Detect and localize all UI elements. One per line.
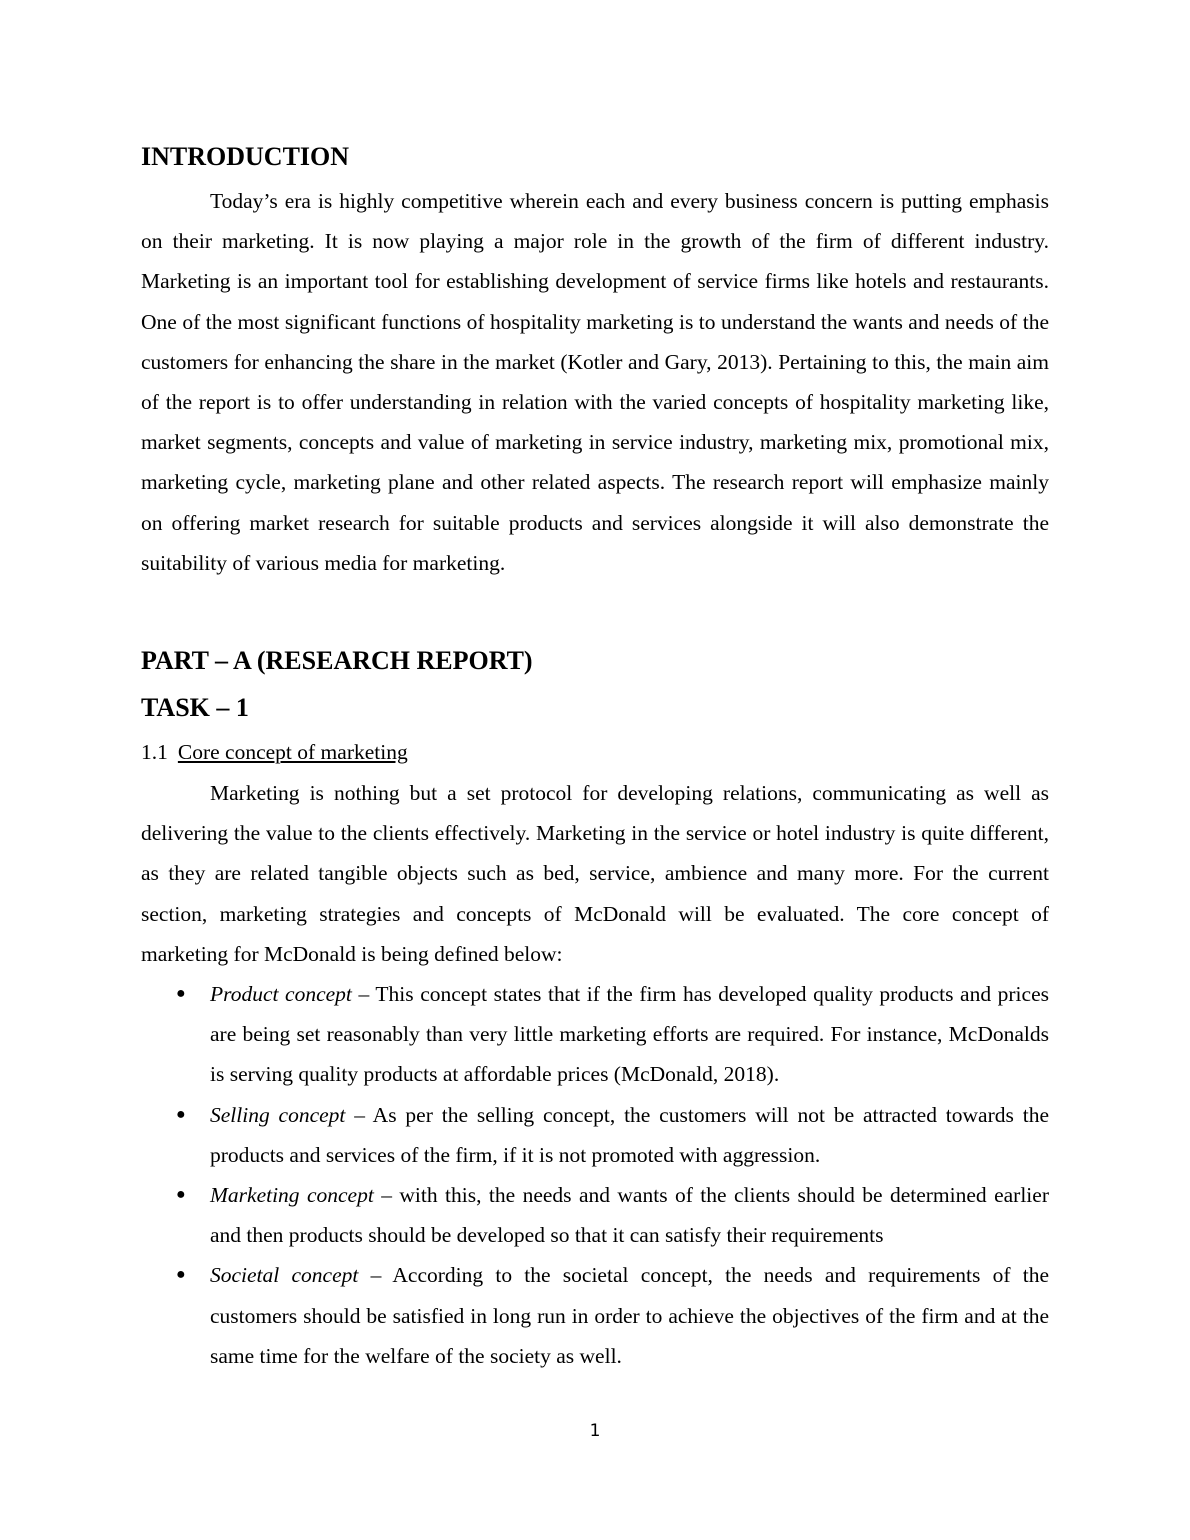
section-number: 1.1 xyxy=(141,740,168,764)
bullet-text: – According to the societal concept, the needs and requirements of the customers should be satisfied in long run in order to achieve the objectives of the firm and at the same time for the welfare of the society as well. xyxy=(210,1263,1049,1368)
bullet-term: Societal concept xyxy=(210,1263,359,1288)
bullet-icon: ● xyxy=(176,985,186,1002)
bullet-term: Marketing concept xyxy=(210,1183,374,1208)
list-item xyxy=(141,974,1049,1095)
task-1-heading: TASK – 1 xyxy=(141,693,249,722)
bullet-icon: ● xyxy=(176,1105,186,1123)
core-concept-paragraph: Marketing is nothing but a set protocol for developing relations, communicating as well as delivering the value to the clients effectively. Marketing in the service or hotel industry is quite different, as they are related tangible objects such as bed, service, ambience and many more. For the current section, marketing strategies and concepts of McDonald will be evaluated. The core concept of marketing for McDonald is being defined below: xyxy=(141,781,1049,966)
concept-bullet-list xyxy=(141,974,1049,1376)
page-number: 1 xyxy=(589,1421,601,1441)
bullet-term: Selling concept xyxy=(210,1102,346,1127)
bullet-text: – As per the selling concept, the customers will not be attracted towards the products and services of the firm, if it is not promoted with aggression. xyxy=(210,1102,1049,1167)
bullet-text: – with this, the needs and wants of the clients should be determined earlier and then products should be developed so that it can satisfy their requirements xyxy=(210,1183,1049,1248)
list-item xyxy=(141,1095,1049,1175)
section-1-1-heading xyxy=(141,736,408,768)
list-item xyxy=(141,1175,1049,1255)
bullet-icon: ● xyxy=(176,1266,186,1284)
list-item xyxy=(141,1255,1049,1376)
bullet-text: – This concept states that if the firm has developed quality products and prices are being set reasonably than very little marketing efforts are required. For instance, McDonalds is serving quality products at affordable prices (McDonald, 2018). xyxy=(210,982,1049,1087)
bullet-icon: ● xyxy=(176,1186,186,1204)
part-a-heading: PART – A (RESEARCH REPORT) xyxy=(141,646,533,675)
introduction-heading: INTRODUCTION xyxy=(141,142,350,171)
introduction-paragraph: Today’s era is highly competitive wherein each and every business concern is putting emphasis on their marketing. It is now playing a major role in the growth of the firm of different industry. Marketing is an important tool for establishing development of service firms like hotels and restaurants. One of the most significant functions of hospitality marketing is to understand the wants and needs of the customers for enhancing the share in the market (Kotler and Gary, 2013). Pertaining to this, the main aim of the report is to offer understanding in relation with the varied concepts of hospitality marketing like, market segments, concepts and value of marketing in service industry, marketing mix, promotional mix, marketing cycle, marketing plane and other related aspects. The research report will emphasize mainly on offering market research for suitable products and services alongside it will also demonstrate the suitability of various media for marketing. xyxy=(141,189,1049,575)
section-title: Core concept of marketing xyxy=(177,740,408,764)
bullet-term: Product concept xyxy=(210,982,352,1006)
